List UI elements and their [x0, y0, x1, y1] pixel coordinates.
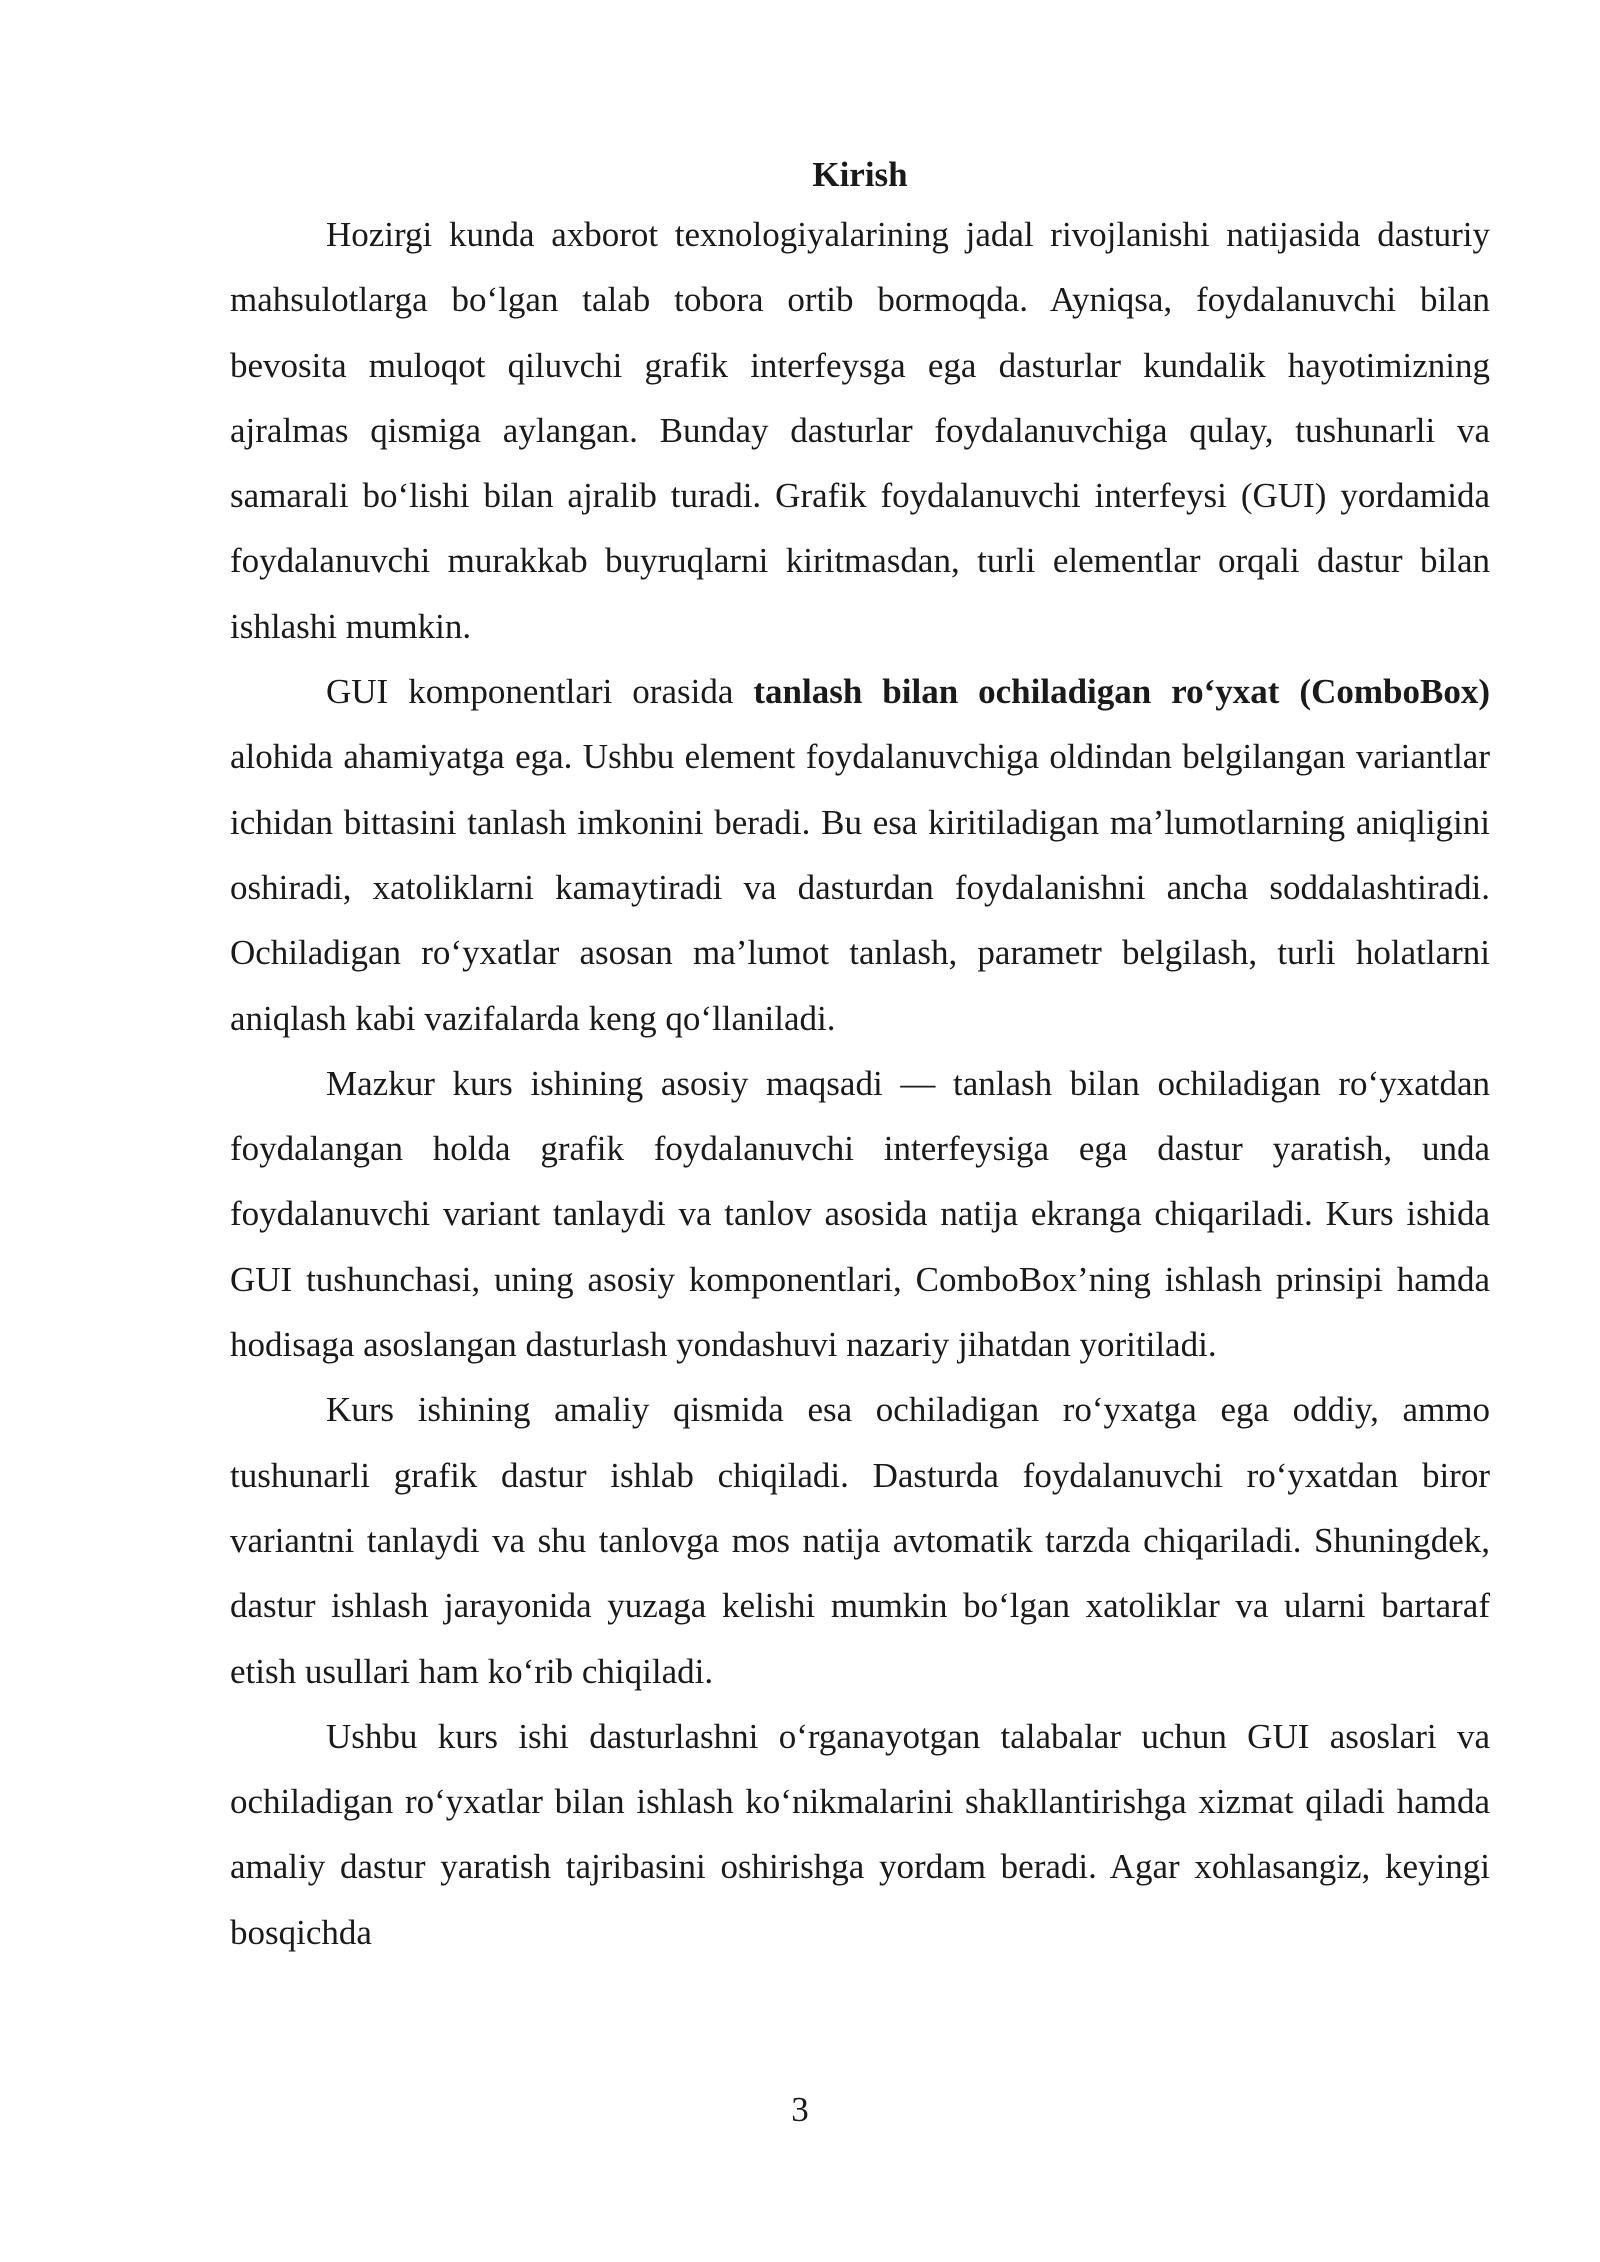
paragraph-3: Mazkur kurs ishining asosiy maqsadi — tanlash bilan ochiladigan ro‘yxatdan foydalangan holda grafik foydalanuvchi interfeysiga ega dastur yaratish, unda foydalanuvchi variant tanlaydi va tanlov asosida natija ekranga chiqariladi. Kurs ishida GUI tushunchasi, uning asosiy komponentlari, ComboBox’ning ishlash prinsipi hamda hodisaga asoslangan dasturlash yondashuvi nazariy jihatdan yoritiladi. [230, 1063, 1490, 1365]
document-body [230, 148, 1490, 1965]
page-title: Kirish [812, 155, 908, 194]
paragraph-2-rest: alohida ahamiyatga ega. Ushbu element foydalanuvchiga oldindan belgilangan variantlar ichidan bittasini tanlash imkonini beradi. Bu esa kiritiladigan ma’lumotlarning aniqligini oshiradi, xatoliklarni kamaytiradi va dasturdan foydalanishni ancha soddalashtiradi. Ochiladigan ro‘yxatlar asosan ma’lumot tanlash, parametr belgilash, turli holatlarni aniqlash kabi vazifalarda keng qo‘llaniladi. [230, 737, 1490, 1038]
paragraph-5: Ushbu kurs ishi dasturlashni o‘rganayotgan talabalar uchun GUI asoslari va ochiladigan ro‘yxatlar bilan ishlash ko‘nikmalarini shakllantirishga xizmat qiladi hamda amaliy dastur yaratish tajribasini oshirishga yordam beradi. Agar xohlasangiz, keyingi bosqichda [230, 1716, 1490, 1952]
paragraph-1: Hozirgi kunda axborot texnologiyalarining jadal rivojlanishi natijasida dasturiy mahsulotlarga bo‘lgan talab tobora ortib bormoqda. Ayniqsa, foydalanuvchi bilan bevosita muloqot qiluvchi grafik interfeysga ega dasturlar kundalik hayotimizning ajralmas qismiga aylangan. Bunday dasturlar foydalanuvchiga qulay, tushunarli va samarali bo‘lishi bilan ajralib turadi. Grafik foydalanuvchi interfeysi (GUI) yordamida foydalanuvchi murakkab buyruqlarni kiritmasdan, turli elementlar orqali dastur bilan ishlashi mumkin. [230, 215, 1490, 646]
paragraph-2-intro: GUI komponentlari orasida [326, 672, 754, 712]
page-number: 3 [791, 2090, 809, 2129]
paragraph-2 [230, 659, 1490, 1051]
paragraph-2-bold-term: tanlash bilan ochiladigan ro‘yxat (ComboBox) [753, 672, 1490, 712]
paragraph-4: Kurs ishining amaliy qismida esa ochiladigan ro‘yxatga ega oddiy, ammo tushunarli grafik dastur ishlab chiqiladi. Dasturda foydalanuvchi ro‘yxatdan biror variantni tanlaydi va shu tanlovga mos natija avtomatik tarzda chiqariladi. Shuningdek, dastur ishlash jarayonida yuzaga kelishi mumkin bo‘lgan xatoliklar va ularni bartaraf etish usullari ham ko‘rib chiqiladi. [230, 1390, 1490, 1691]
